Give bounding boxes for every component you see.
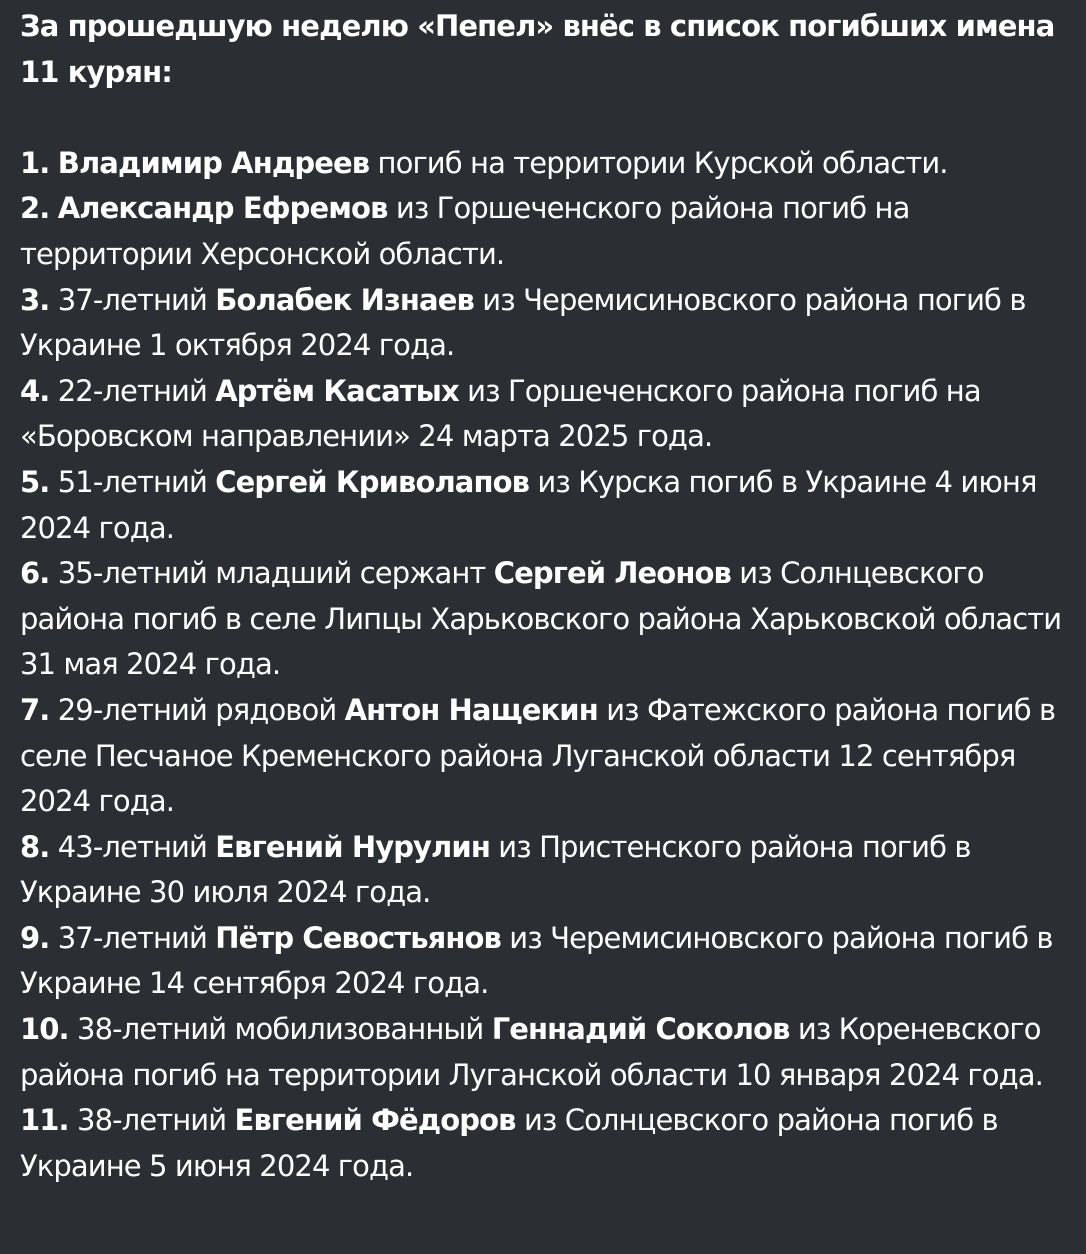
- list-item-details: из Горшеченского района погиб на «Боровском направлении» 24 марта 2025 года.: [20, 373, 981, 454]
- list-item-details: погиб на территории Курской области.: [377, 145, 948, 180]
- list-item-description: 37-летний: [57, 282, 207, 317]
- list-item-details: из Кореневского района погиб на территории Луганской области 10 января 2024 года.: [20, 1012, 1043, 1092]
- list-item-name: Болабек Изнаев: [215, 282, 474, 317]
- list-item: [20, 369, 1072, 460]
- list-item-name: Сергей Криволапов: [215, 464, 530, 499]
- list-item: [20, 186, 1072, 277]
- list-item-number: 7.: [20, 692, 50, 727]
- list-item-details: из Черемисиновского района погиб в Украине 1 октября 2024 года.: [20, 282, 1026, 363]
- list-item-number: 8.: [20, 829, 50, 864]
- list-item-details: из Солнцевского района погиб в селе Липцы Харьковского района Харьковской области 31 мая 2024 года.: [20, 556, 1062, 682]
- list-item: [20, 141, 1072, 187]
- message-intro: За прошедшую неделю «Пепел» внёс в список погибших имена 11 курян:: [20, 9, 1055, 89]
- list-item-name: Евгений Нурулин: [215, 829, 490, 864]
- list-item-description: 38-летний: [77, 1103, 227, 1138]
- list-item-description: 35-летний младший сержант: [57, 556, 486, 591]
- list-item-number: 1.: [20, 145, 50, 180]
- list-item: [20, 688, 1072, 825]
- list-item-number: 3.: [20, 282, 50, 317]
- list-item: [20, 825, 1072, 916]
- list-item-number: 11.: [20, 1103, 69, 1138]
- list-item: [20, 551, 1072, 688]
- list-item-details: из Черемисиновского района погиб в Украине 14 сентября 2024 года.: [20, 920, 1053, 1001]
- list-item-description: 37-летний: [57, 920, 207, 955]
- list-item-description: 51-летний: [57, 464, 207, 499]
- list-item-number: 4.: [20, 373, 50, 408]
- list-item-description: 38-летний мобилизованный: [77, 1012, 484, 1047]
- list-item-name: Геннадий Соколов: [491, 1012, 790, 1047]
- list-item-description: 22-летний: [57, 373, 207, 408]
- list-item: [20, 1007, 1072, 1098]
- casualty-list: [20, 141, 1072, 1190]
- list-item-number: 5.: [20, 464, 50, 499]
- list-item-number: 9.: [20, 920, 50, 955]
- list-item-number: 2.: [20, 191, 50, 226]
- list-item-description: 29-летний рядовой: [57, 692, 337, 727]
- list-item-name: Сергей Леонов: [493, 556, 731, 591]
- list-item-name: Артём Касатых: [215, 373, 459, 408]
- list-item-number: 10.: [20, 1012, 69, 1047]
- list-item: [20, 460, 1072, 551]
- list-item-name: Александр Ефремов: [57, 191, 388, 226]
- list-item-name: Пётр Севостьянов: [215, 920, 501, 955]
- list-item-name: Евгений Фёдоров: [234, 1103, 516, 1138]
- list-item-details: из Фатежского района погиб в селе Песчаное Кременского района Луганской области 12 сентября 2024 года.: [20, 692, 1056, 819]
- list-item-name: Антон Нащекин: [344, 692, 598, 727]
- list-item-details: из Солнцевского района погиб в Украине 5 июня 2024 года.: [20, 1103, 998, 1183]
- list-item-details: из Курска погиб в Украине 4 июня 2024 года.: [20, 464, 1037, 545]
- list-item: [20, 278, 1072, 369]
- list-item-details: из Пристенского района погиб в Украине 30 июля 2024 года.: [20, 829, 971, 910]
- list-item-number: 6.: [20, 556, 50, 591]
- list-item: [20, 1098, 1072, 1189]
- paragraph-spacer: [20, 95, 1072, 141]
- list-item-name: Владимир Андреев: [57, 145, 370, 180]
- list-item-details: из Горшеченского района погиб на территории Херсонской области.: [20, 191, 910, 271]
- list-item: [20, 916, 1072, 1007]
- list-item-description: 43-летний: [57, 829, 207, 864]
